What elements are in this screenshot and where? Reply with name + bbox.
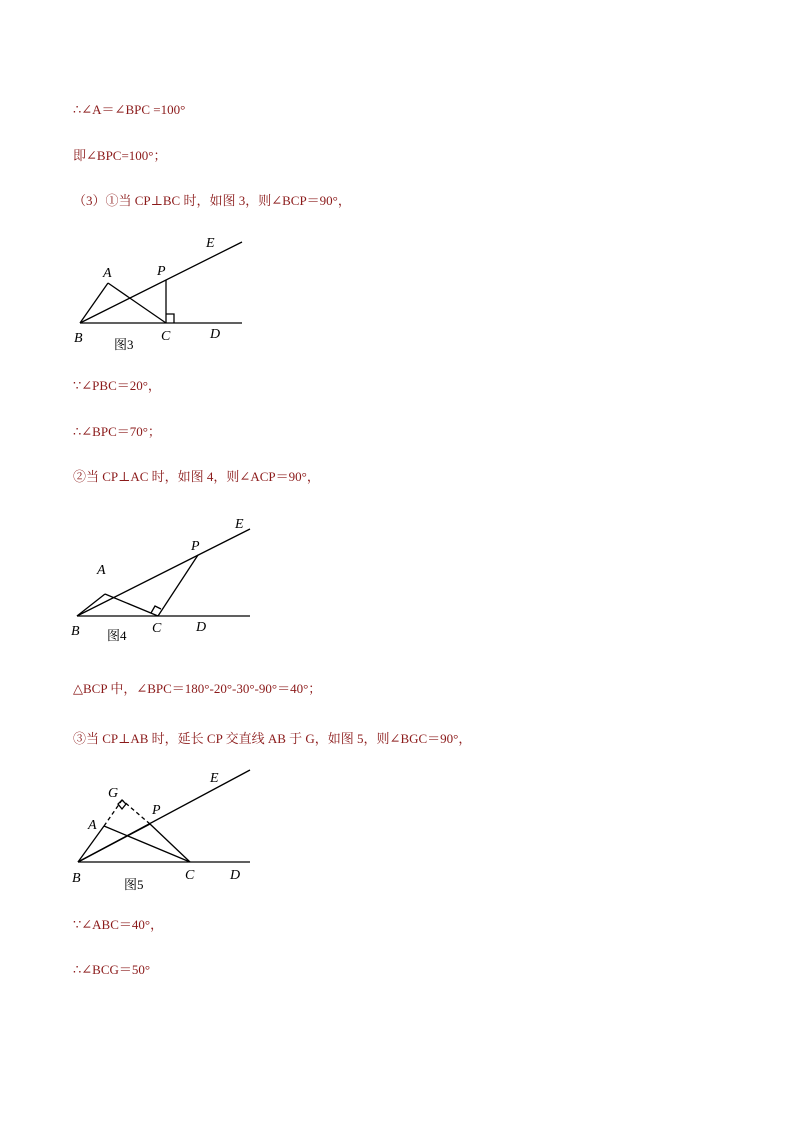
text-line-9: ∵∠ABC＝40°， <box>73 917 164 932</box>
text-line-3: （3）①当 CP⊥BC 时，如图 3，则∠BCP＝90°， <box>73 193 351 208</box>
figure-3-caption: 图3 <box>114 337 134 352</box>
figure-5-diagram <box>60 762 260 897</box>
segment-cp <box>158 555 198 616</box>
text-line-8: ③当 CP⊥AB 时，延长 CP 交直线 AB 于 G，如图 5，则∠BGC＝90°， <box>73 731 472 746</box>
figure-3-diagram <box>60 225 260 355</box>
extension-ag-dashed <box>104 800 122 826</box>
right-angle-mark <box>151 606 161 613</box>
segment-cp <box>150 824 190 862</box>
text-line-4: ∵∠PBC＝20°， <box>73 378 161 393</box>
label-b: B <box>74 331 83 346</box>
text-line-6: ②当 CP⊥AC 时，如图 4，则∠ACP＝90°， <box>73 469 320 484</box>
figure-4-caption: 图4 <box>107 628 127 643</box>
text-line-7: △BCP 中，∠BPC＝180°-20°-30°-90°＝40°； <box>73 681 322 696</box>
label-b: B <box>72 871 81 886</box>
figure-3 <box>60 225 260 355</box>
text-line-1: ∴∠A＝∠BPC =100° <box>73 102 186 117</box>
right-angle-mark <box>166 314 174 323</box>
figure-5 <box>60 762 260 897</box>
segment-ba <box>77 594 105 616</box>
label-p: P <box>157 264 166 279</box>
segment-ac <box>105 594 158 616</box>
text-line-2: 即∠BPC=100°； <box>73 148 167 163</box>
label-c: C <box>161 329 171 344</box>
label-d: D <box>230 868 241 883</box>
segment-ac <box>104 826 190 862</box>
label-g: G <box>108 786 119 801</box>
label-p: P <box>152 803 161 818</box>
label-p: P <box>191 539 200 554</box>
label-c: C <box>152 621 162 636</box>
segment-ba <box>80 283 108 323</box>
label-c: C <box>185 868 195 883</box>
label-d: D <box>210 327 221 342</box>
label-b: B <box>71 624 80 639</box>
figure-5-caption: 图5 <box>124 877 144 892</box>
text-line-10: ∴∠BCG＝50° <box>73 962 151 977</box>
label-e: E <box>210 771 219 786</box>
label-e: E <box>235 517 244 532</box>
text-line-5: ∴∠BPC＝70°； <box>73 424 161 439</box>
ray-be <box>80 242 242 323</box>
label-d: D <box>196 620 207 635</box>
label-e: E <box>206 236 215 251</box>
figure-4 <box>60 510 260 645</box>
label-a: A <box>103 266 112 281</box>
label-a: A <box>88 818 97 833</box>
right-angle-mark <box>118 800 126 809</box>
figure-4-diagram <box>60 510 260 645</box>
label-a: A <box>97 563 106 578</box>
segment-ac <box>108 283 166 323</box>
